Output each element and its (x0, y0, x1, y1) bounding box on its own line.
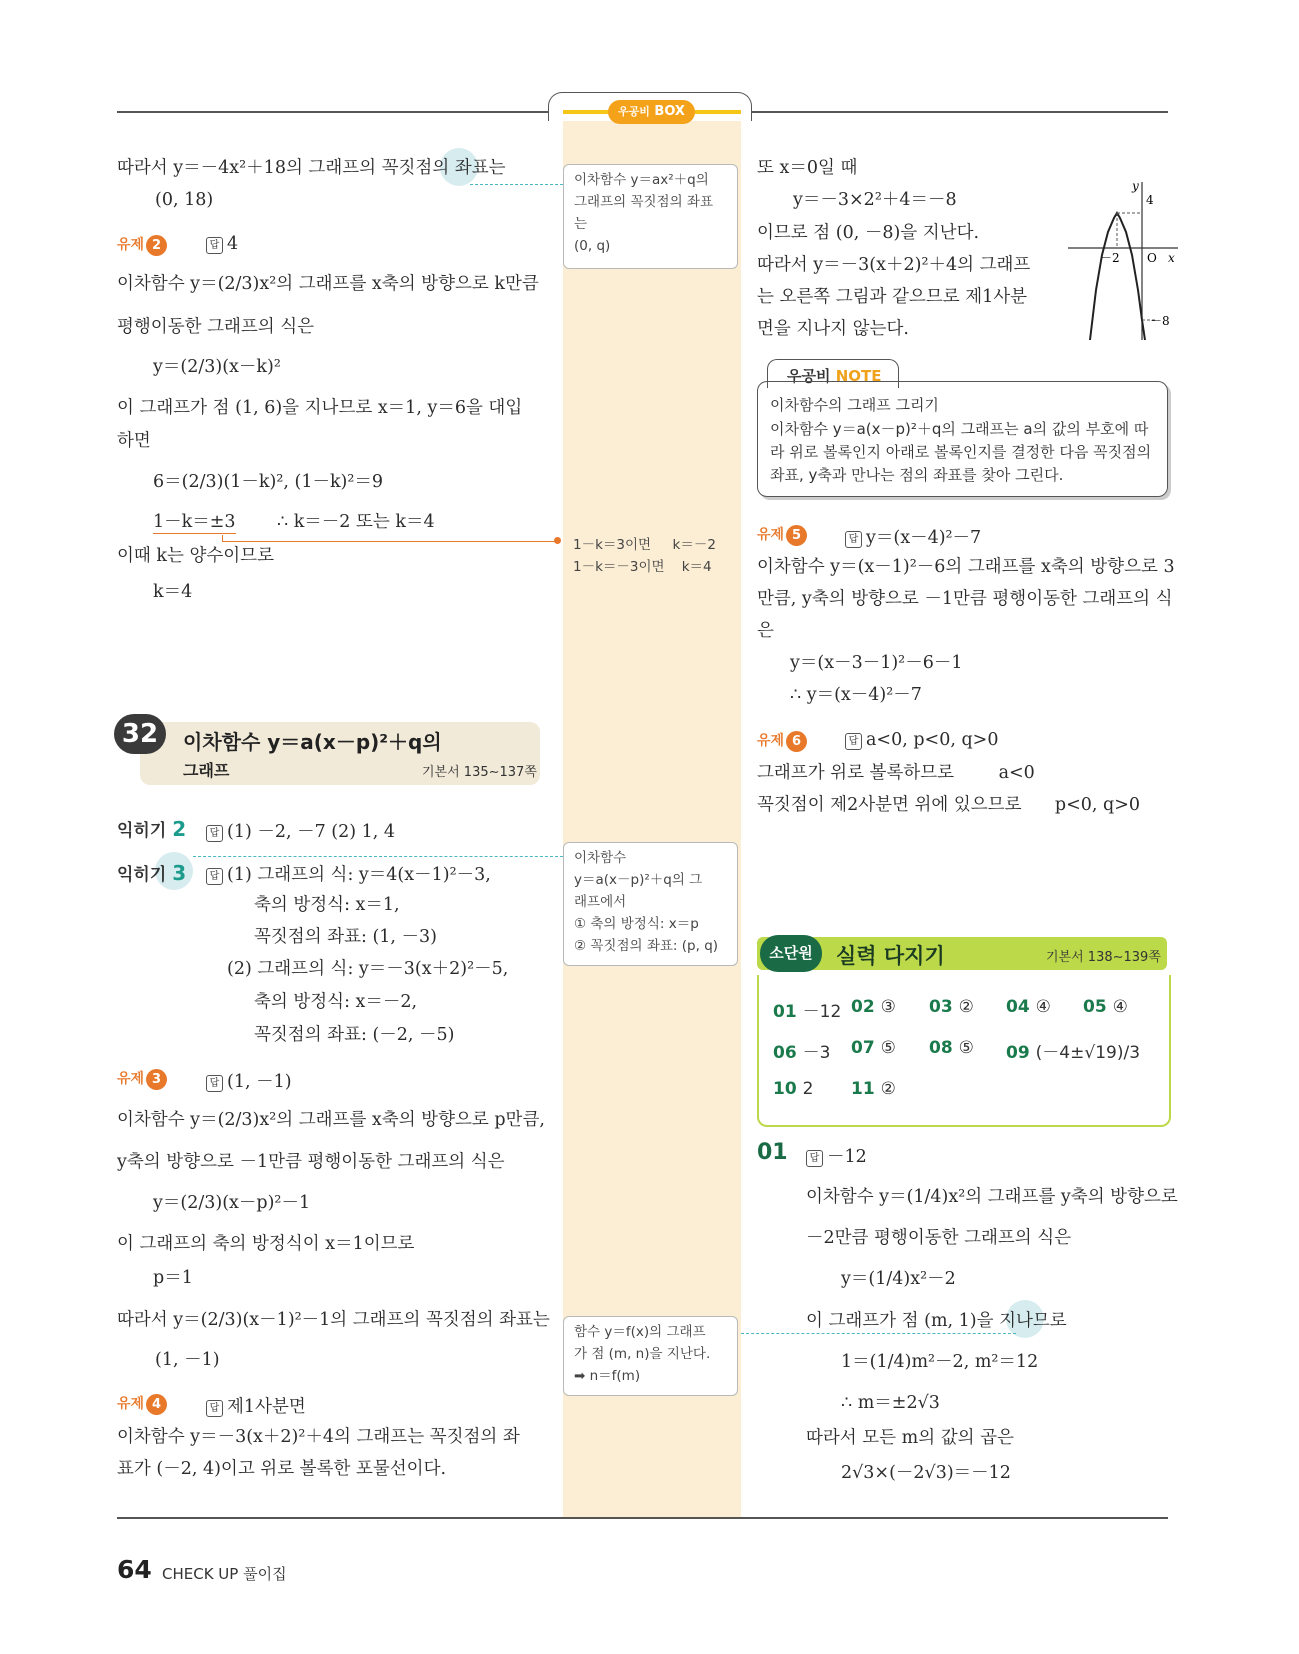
ikhigi-text: 익히기 (117, 821, 167, 841)
bottom-rule (117, 1517, 1168, 1519)
text-line: 따라서 y＝(2/3)(x－1)²－1의 그래프의 꼭짓점의 좌표는 (117, 1310, 550, 1330)
section-title-2: 그래프 (183, 761, 230, 780)
ikhigi-3-answer (206, 861, 491, 886)
answer-value: (－4±√19)/3 (1035, 1043, 1141, 1063)
connector-orange (222, 535, 559, 542)
sd-answer-08 (929, 1038, 974, 1058)
yuje-text: 유제 (117, 1071, 145, 1087)
text-line: 이차함수 y＝－3(x＋2)²＋4의 그래프는 꼭짓점의 좌 (117, 1427, 520, 1447)
box-note-4: 함수 y＝f(x)의 그래프 가 점 (m, n)을 지난다. ➡ n＝f(m) (563, 1316, 738, 1396)
ikhigi-number: 3 (172, 861, 187, 885)
text-line: 이때 k는 양수이므로 (117, 546, 274, 566)
answer-number: 03 (929, 997, 953, 1017)
section-number: 32 (114, 714, 166, 754)
text-line: 표가 (－2, 4)이고 위로 볼록한 포물선이다. (117, 1459, 447, 1479)
graph-neg2-label: －2 (1100, 251, 1120, 265)
text-line: 꼭짓점의 좌표: (－2, －5) (254, 1025, 455, 1045)
note-title: 이차함수의 그래프 그리기 (770, 396, 939, 414)
sd-answer-04 (1006, 997, 1051, 1017)
yuje-text: 유제 (757, 527, 785, 543)
box-note-2a: 1－k＝3이면 k＝－2 (573, 537, 716, 553)
text-line: 축의 방정식: x＝1, (254, 895, 400, 915)
answer-value: (1, －1) (227, 1072, 292, 1092)
sd-answer-01 (773, 997, 841, 1022)
yuje-text: 유제 (117, 237, 145, 253)
text-line: 꼭짓점이 제2사분면 위에 있으므로 p<0, q>0 (757, 795, 1140, 815)
sd-answer-06 (773, 1038, 831, 1063)
yuje-6-label (757, 730, 807, 752)
answer-number: 01 (773, 1002, 797, 1022)
sd-answer-05 (1083, 997, 1128, 1017)
answer-icon: 답 (845, 733, 862, 750)
answer-number: 05 (1083, 997, 1107, 1017)
text-line: 따라서 y＝－3(x＋2)²＋4의 그래프 (757, 255, 1031, 275)
answer-value: (1) 그래프의 식: y＝4(x－1)²－3, (227, 865, 491, 885)
answer-number: 10 (773, 1079, 797, 1099)
text-line: y＝－3×2²＋4＝－8 (793, 190, 957, 210)
box-note-3: 이차함수 y＝a(x－p)²＋q의 그 래프에서 ① 축의 방정식: x＝p ② 꼭짓점의 좌표: (p, q) (563, 842, 738, 966)
answer-icon: 답 (206, 1400, 223, 1417)
note-body: 라 위로 볼록인지 아래로 볼록인지를 결정한 다음 꼭짓점의 (770, 443, 1152, 461)
note-label: NOTE (835, 367, 882, 385)
answer-value: y＝(x－4)²－7 (866, 528, 982, 548)
yuje-4-label (117, 1393, 167, 1415)
text-line: ∴ m＝±2√3 (841, 1393, 940, 1413)
connector-dash (470, 184, 563, 185)
answer-icon: 답 (206, 868, 223, 885)
text-line: 면을 지나지 않는다. (757, 319, 909, 339)
answer-value: 4 (227, 234, 239, 254)
answer-value: 2 (802, 1079, 814, 1099)
text-line: 또 x＝0일 때 (757, 158, 858, 178)
answer-icon: 답 (206, 1075, 223, 1092)
text-line: 그래프가 위로 볼록하므로 a<0 (757, 763, 1035, 783)
text-line: 평행이동한 그래프의 식은 (117, 317, 315, 337)
text-line: 이차함수 y＝(1/4)x²의 그래프를 y축의 방향으로 (806, 1187, 1178, 1207)
text-line: y＝(2/3)(x－k)² (153, 357, 281, 377)
sd-tag: 소단원 (760, 935, 822, 972)
text-line: y＝(1/4)x²－2 (841, 1269, 956, 1289)
graph-y-label: y (1132, 180, 1139, 193)
text-line: 이차함수 y＝(x－1)²－6의 그래프를 x축의 방향으로 3 (757, 557, 1175, 577)
graph-o-label: O (1147, 251, 1157, 265)
sd-answer-02 (851, 997, 896, 1017)
text-line: 축의 방정식: x＝－2, (254, 992, 418, 1012)
section-title: 이차함수 y＝a(x－p)²＋q의 (183, 730, 442, 754)
sd-ref: 기본서 138∼139쪽 (1046, 950, 1161, 965)
sd-answer-10 (773, 1079, 814, 1099)
answer-icon: 답 (206, 237, 223, 254)
ikhigi-text: 익히기 (117, 865, 167, 885)
answer-number: 08 (929, 1038, 953, 1058)
text-line: 꼭짓점의 좌표: (1, －3) (254, 927, 437, 947)
text-line: (0, 18) (155, 190, 214, 210)
yuje-text: 유제 (117, 1396, 145, 1412)
sd-answer-09 (1006, 1038, 1140, 1063)
answer-value: ③ (880, 997, 896, 1017)
box-note-1: 이차함수 y＝ax²＋q의 그래프의 꼭짓점의 좌표 는 (0, q) (563, 164, 738, 269)
sd-answer-03 (929, 997, 974, 1017)
yuje-number: 4 (146, 1394, 167, 1415)
answer-value: －12 (802, 1002, 842, 1022)
yuje-number: 5 (786, 525, 807, 546)
yuje-5-answer (845, 524, 981, 549)
text-line: 2√3×(－2√3)＝－12 (841, 1463, 1011, 1483)
text-line: 는 오른쪽 그림과 같으므로 제1사분 (757, 287, 1028, 307)
answer-number: 09 (1006, 1043, 1030, 1063)
answer-number: 06 (773, 1043, 797, 1063)
yuje-number: 6 (786, 731, 807, 752)
yuje-3-label (117, 1068, 167, 1090)
sd-title: 실력 다지기 (836, 944, 945, 968)
sd-answer-11 (851, 1079, 896, 1099)
text-line: 하면 (117, 431, 151, 451)
parabola-curve (1090, 213, 1145, 340)
answer-value: ⑤ (958, 1038, 974, 1058)
answer-number: 04 (1006, 997, 1030, 1017)
text-line: 이므로 점 (0, －8)을 지난다. (757, 223, 980, 243)
text-line: 이 그래프의 축의 방정식이 x＝1이므로 (117, 1234, 415, 1254)
text-line: y＝(x－3－1)²－6－1 (790, 653, 963, 673)
connector-dash (741, 1333, 1016, 1334)
text-line: 이차함수 y＝(2/3)x²의 그래프를 x축의 방향으로 p만큼, (117, 1110, 545, 1130)
box-text: BOX (654, 104, 685, 119)
connector-dot (554, 537, 561, 544)
answer-value: －12 (827, 1147, 867, 1167)
section-ref: 기본서 135∼137쪽 (422, 765, 537, 780)
note-prefix: 우공비 (787, 367, 831, 385)
answer-value: －3 (802, 1043, 831, 1063)
yuje-number: 2 (146, 235, 167, 256)
answer-number: 07 (851, 1038, 875, 1058)
answer-value: 제1사분면 (227, 1397, 306, 1417)
yuje-3-answer (206, 1068, 292, 1093)
problem-01-answer (806, 1143, 867, 1168)
graph-neg8-label: －8 (1150, 314, 1170, 328)
footer-title: CHECK UP 풀이집 (162, 1565, 287, 1583)
ikhigi-2-label (117, 816, 186, 841)
answer-value: a<0, p<0, q>0 (866, 730, 999, 750)
ikhigi-2-answer (206, 818, 395, 843)
answer-value: ② (880, 1079, 896, 1099)
ikhigi-3-label (117, 860, 186, 885)
box-label (608, 100, 695, 124)
answer-icon: 답 (206, 825, 223, 842)
text-line: 이 그래프가 점 (m, 1)을 지나므로 (806, 1311, 1067, 1331)
yuje-2-answer (206, 234, 238, 254)
note-body: 좌표, y축과 만나는 점의 좌표를 찾아 그린다. (770, 466, 1064, 484)
answer-value: ④ (1112, 997, 1128, 1017)
text-line: 따라서 y＝－4x²＋18의 그래프의 꼭짓점의 좌표는 (117, 158, 506, 178)
text-line: 이 그래프가 점 (1, 6)을 지나므로 x＝1, y＝6을 대입 (117, 398, 523, 418)
problem-01-number: 01 (757, 1140, 788, 1165)
text-line: (2) 그래프의 식: y＝－3(x＋2)²－5, (227, 959, 509, 979)
text-line: 이차함수 y＝(2/3)x²의 그래프를 x축의 방향으로 k만큼 (117, 274, 539, 294)
text-line: ∴ y＝(x－4)²－7 (790, 685, 922, 705)
text-line: 따라서 모든 m의 값의 곱은 (806, 1428, 1014, 1448)
text-line: ∴ k＝－2 또는 k＝4 (277, 512, 435, 532)
box-note-2b: 1－k＝－3이면 k＝4 (573, 559, 712, 575)
answer-number: 02 (851, 997, 875, 1017)
answer-value: (1) －2, －7 (2) 1, 4 (227, 822, 396, 842)
yuje-2-label (117, 234, 167, 256)
yuje-5-label (757, 524, 807, 546)
text-line: y＝(2/3)(x－p)²－1 (153, 1193, 311, 1213)
answer-value: ④ (1035, 997, 1051, 1017)
text-line: (1, －1) (155, 1350, 220, 1370)
connector-dash (193, 856, 563, 857)
text-line: 1－k＝±3 (153, 512, 236, 532)
note-body: 이차함수 y＝a(x－p)²＋q의 그래프는 a의 값의 부호에 따 (770, 420, 1149, 438)
text-line: k＝4 (153, 582, 193, 602)
answer-icon: 답 (806, 1150, 823, 1167)
text-line: 6＝(2/3)(1－k)², (1－k)²＝9 (153, 472, 384, 492)
yuje-text: 유제 (757, 733, 785, 749)
graph-4-label: 4 (1146, 193, 1154, 207)
text-line: p＝1 (153, 1268, 193, 1288)
parabola-graph (1066, 180, 1178, 340)
yuje-4-answer (206, 1393, 306, 1418)
text-line: －2만큼 평행이동한 그래프의 식은 (806, 1228, 1072, 1248)
text-line: 1＝(1/4)m²－2, m²＝12 (841, 1352, 1039, 1372)
answer-value: ⑤ (880, 1038, 896, 1058)
box-column (563, 111, 741, 1517)
box-prefix: 우공비 (618, 105, 650, 118)
yuje-number: 3 (146, 1069, 167, 1090)
text-line: 은 (757, 621, 774, 641)
text-line: y축의 방향으로 －1만큼 평행이동한 그래프의 식은 (117, 1152, 505, 1172)
answer-value: ② (958, 997, 974, 1017)
answer-number: 11 (851, 1079, 875, 1099)
ikhigi-number: 2 (172, 817, 187, 841)
text-line: 만큼, y축의 방향으로 －1만큼 평행이동한 그래프의 식 (757, 589, 1173, 609)
answer-icon: 답 (845, 531, 862, 548)
page-number: 64 (117, 1555, 152, 1584)
graph-x-label: x (1168, 251, 1175, 265)
sd-answer-07 (851, 1038, 896, 1058)
yuje-6-answer (845, 730, 998, 750)
